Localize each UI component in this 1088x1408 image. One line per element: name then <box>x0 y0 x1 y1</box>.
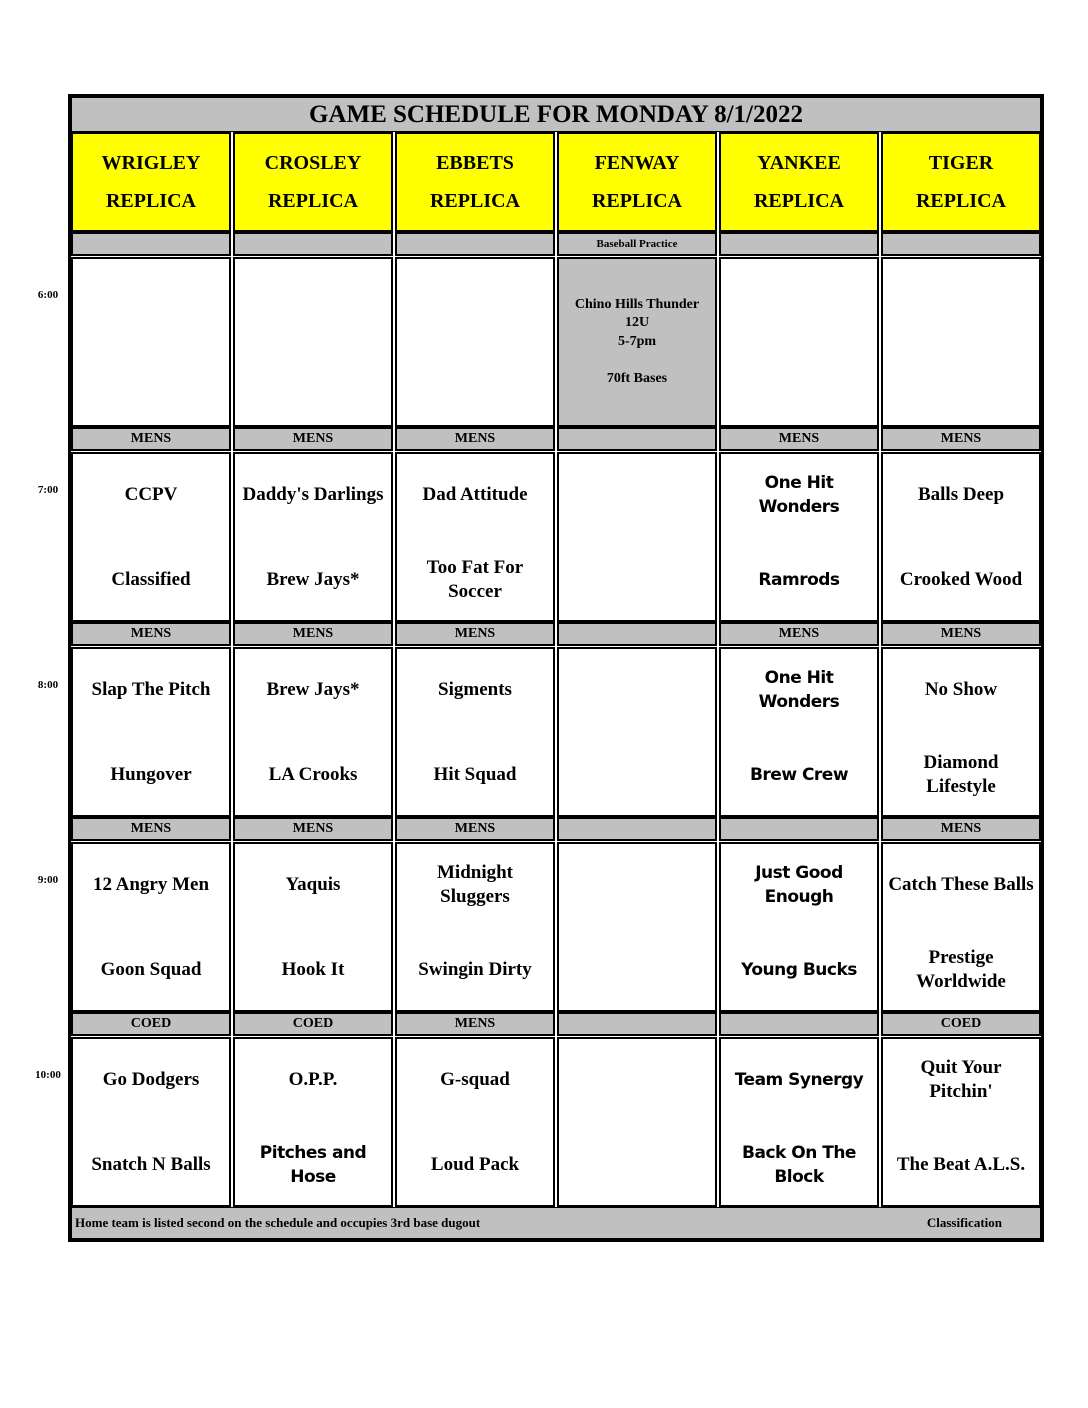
game-cell <box>395 647 555 817</box>
away-team: CCPV <box>124 484 178 505</box>
footer-legend: Classification <box>926 1215 1002 1230</box>
classification-label: MENS <box>881 817 1041 841</box>
classification-label: MENS <box>395 622 555 646</box>
field-name: WRIGLEY <box>101 152 201 174</box>
home-team: Swingin Dirty <box>418 959 532 980</box>
away-team: Quit Your Pitchin' <box>920 1057 1002 1102</box>
game-cell <box>233 257 393 427</box>
field-name: EBBETS <box>436 152 514 174</box>
classification-label: MENS <box>881 427 1041 451</box>
classification-label <box>557 817 717 841</box>
away-team: O.P.P. <box>288 1069 338 1090</box>
time-label: 10:00 <box>35 1069 61 1081</box>
home-team: Brew Jays* <box>266 569 360 590</box>
game-cell <box>881 452 1041 622</box>
away-team: 12 Angry Men <box>92 874 210 895</box>
game-cell <box>233 842 393 1012</box>
practice-block <box>557 257 717 427</box>
game-cell <box>881 842 1041 1012</box>
classification-label: MENS <box>233 817 393 841</box>
classification-label <box>557 427 717 451</box>
classification-label: COED <box>71 1012 231 1036</box>
game-cell <box>719 1037 879 1207</box>
classification-label <box>719 1012 879 1036</box>
home-team: Crooked Wood <box>899 569 1023 590</box>
classification-label: COED <box>233 1012 393 1036</box>
game-cell <box>71 257 231 427</box>
classification-label: MENS <box>71 817 231 841</box>
away-team: Balls Deep <box>917 484 1005 505</box>
away-team: One Hit Wonders <box>758 668 840 712</box>
time-label: 6:00 <box>37 289 59 301</box>
game-cell <box>881 257 1041 427</box>
field-header <box>395 132 555 232</box>
away-team: Team Synergy <box>734 1070 864 1090</box>
home-team: Young Bucks <box>741 960 857 980</box>
home-team: Pitches and Hose <box>259 1143 367 1187</box>
classification-label: MENS <box>233 622 393 646</box>
home-team: Hit Squad <box>433 764 517 785</box>
home-team: Goon Squad <box>100 959 202 980</box>
away-team: Go Dodgers <box>102 1069 200 1090</box>
game-cell <box>395 452 555 622</box>
game-cell <box>881 1037 1041 1207</box>
classification-label: MENS <box>233 427 393 451</box>
home-team: Diamond Lifestyle <box>923 752 999 797</box>
field-name: YANKEE <box>757 152 841 174</box>
field-header <box>557 132 717 232</box>
away-team: Sigments <box>438 679 512 700</box>
field-name: CROSLEY <box>264 152 362 174</box>
away-team: Slap The Pitch <box>91 679 211 700</box>
game-cell <box>233 452 393 622</box>
game-cell <box>557 842 717 1012</box>
time-label: 8:00 <box>37 679 59 691</box>
classification-label: MENS <box>719 427 879 451</box>
classification-label: MENS <box>395 817 555 841</box>
home-team: Classified <box>111 569 191 590</box>
game-cell <box>71 1037 231 1207</box>
classification-label <box>557 622 717 646</box>
field-subtitle: REPLICA <box>915 190 1006 212</box>
classification-label <box>719 817 879 841</box>
classification-label <box>719 232 879 256</box>
classification-label <box>557 1012 717 1036</box>
home-team: LA Crooks <box>268 764 358 785</box>
game-cell <box>233 1037 393 1207</box>
practice-details: Chino Hills Thunder 12U 5-7pm 70ft Bases <box>574 296 700 386</box>
footer-row <box>71 1207 1041 1239</box>
game-cell <box>881 647 1041 817</box>
classification-label: MENS <box>881 622 1041 646</box>
game-cell <box>557 1037 717 1207</box>
home-team: The Beat A.L.S. <box>896 1154 1026 1175</box>
classification-label <box>233 232 393 256</box>
away-team: No Show <box>924 679 998 700</box>
away-team: G-squad <box>440 1069 510 1090</box>
classification-label: MENS <box>395 1012 555 1036</box>
game-cell <box>395 1037 555 1207</box>
game-cell <box>719 647 879 817</box>
field-header <box>881 132 1041 232</box>
field-header <box>719 132 879 232</box>
home-team: Too Fat For Soccer <box>426 557 524 602</box>
field-name: TIGER <box>928 152 994 174</box>
game-cell <box>557 452 717 622</box>
classification-label <box>71 232 231 256</box>
field-header <box>233 132 393 232</box>
home-team: Hungover <box>110 764 192 785</box>
field-name: FENWAY <box>594 152 680 174</box>
field-subtitle: REPLICA <box>429 190 520 212</box>
home-team: Hook It <box>281 959 345 980</box>
classification-label: MENS <box>71 427 231 451</box>
game-cell <box>719 257 879 427</box>
schedule-table <box>68 94 1044 1242</box>
away-team: One Hit Wonders <box>758 473 840 517</box>
field-header <box>71 132 231 232</box>
classification-label: MENS <box>71 622 231 646</box>
field-subtitle: REPLICA <box>753 190 844 212</box>
away-team: Daddy's Darlings <box>242 484 384 505</box>
game-cell <box>71 452 231 622</box>
home-team: Ramrods <box>758 570 840 590</box>
game-cell <box>719 842 879 1012</box>
away-team: Midnight Sluggers <box>436 862 514 907</box>
away-team: Dad Attitude <box>422 484 528 505</box>
away-team: Catch These Balls <box>888 874 1034 895</box>
home-team: Snatch N Balls <box>91 1154 211 1175</box>
away-team: Just Good Enough <box>755 863 843 907</box>
home-team: Prestige Worldwide <box>916 947 1006 992</box>
home-team: Back On The Block <box>742 1143 856 1187</box>
time-label: 9:00 <box>37 874 59 886</box>
classification-label <box>881 232 1041 256</box>
field-subtitle: REPLICA <box>105 190 196 212</box>
game-cell <box>71 842 231 1012</box>
classification-label <box>395 232 555 256</box>
away-team: Yaquis <box>285 874 341 895</box>
game-cell <box>719 452 879 622</box>
classification-label: Baseball Practice <box>557 232 717 256</box>
home-team: Brew Crew <box>749 765 849 785</box>
field-subtitle: REPLICA <box>591 190 682 212</box>
game-cell <box>395 257 555 427</box>
schedule-title: GAME SCHEDULE FOR MONDAY 8/1/2022 <box>71 97 1041 132</box>
game-cell <box>233 647 393 817</box>
game-cell <box>395 842 555 1012</box>
classification-label: MENS <box>395 427 555 451</box>
away-team: Brew Jays* <box>266 679 360 700</box>
home-team: Loud Pack <box>430 1154 520 1175</box>
classification-label: COED <box>881 1012 1041 1036</box>
footer-note: Home team is listed second on the schedule and occupies 3rd base dugout <box>75 1215 481 1230</box>
time-label: 7:00 <box>37 484 59 496</box>
game-cell <box>557 647 717 817</box>
classification-label: MENS <box>719 622 879 646</box>
field-subtitle: REPLICA <box>267 190 358 212</box>
game-cell <box>71 647 231 817</box>
